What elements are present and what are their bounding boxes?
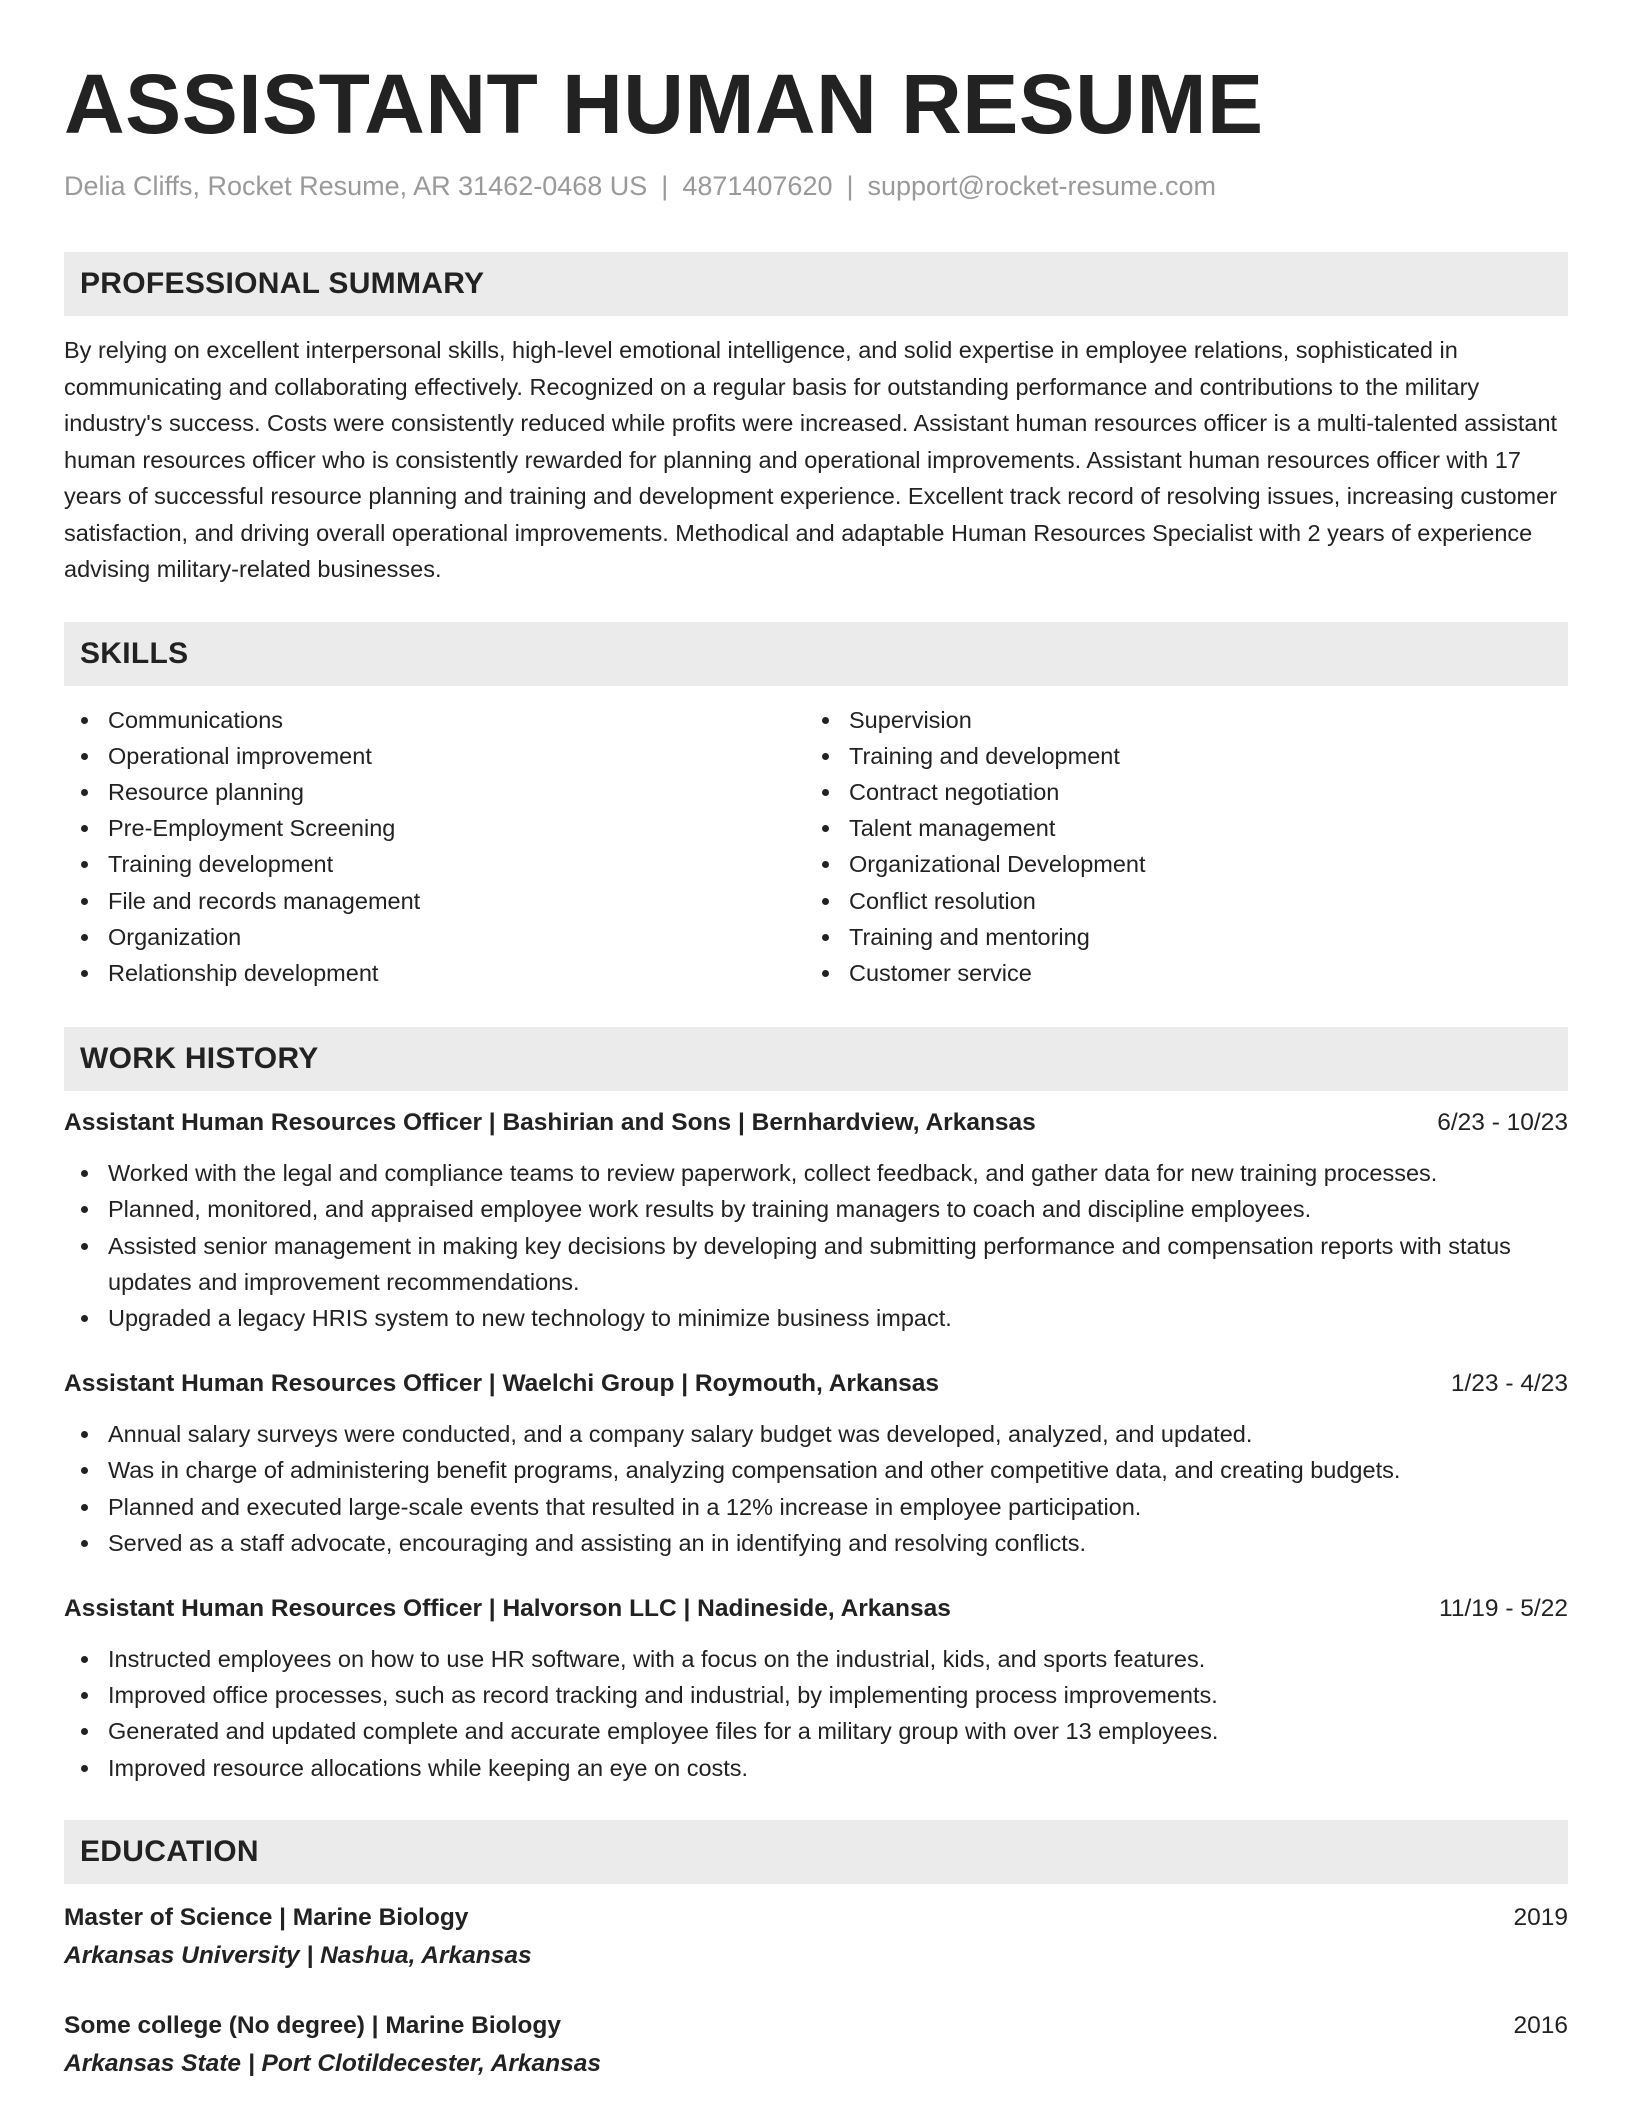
skills-column-right [805,702,1546,992]
skill-item: Training and development [805,738,1546,774]
job-entry [64,1591,1568,1786]
job-bullet: Worked with the legal and compliance teams to review paperwork, collect feedback, and gather data for new training processes. [64,1155,1568,1191]
job-bullet: Instructed employees on how to use HR software, with a focus on the industrial, kids, and sports features. [64,1641,1568,1677]
job-entry [64,1366,1568,1561]
contact-separator: | [846,171,854,201]
skills-heading: SKILLS [64,622,1568,686]
work-section [64,1027,1568,1786]
job-title: Assistant Human Resources Officer | Halvorson LLC | Nadineside, Arkansas [64,1594,951,1622]
education-heading: EDUCATION [64,1820,1568,1884]
resume-name: ASSISTANT HUMAN RESUME [64,57,1264,151]
job-dates: 11/19 - 5/22 [1439,1594,1568,1622]
skill-item: Pre-Employment Screening [64,810,805,846]
job-entry [64,1105,1568,1336]
summary-text: By relying on excellent interpersonal skills, high-level emotional intelligence, and solid expertise in employee relations, sophisticated in communicating and collaborating effectively. Recognized on a regular basis for outstanding performance and contributions to the military industry's success. Costs were consistently reduced while profits were increased. Assistant human resources officer is a multi-talented assistant human resources officer who is consistently rewarded for planning and operational improvements. Assistant human resources officer with 17 years of successful resource planning and training and development experience. Excellent track record of resolving issues, increasing customer satisfaction, and driving overall operational improvements. Methodical and adaptable Human Resources Specialist with 2 years of experience advising military-related businesses. [64,337,1558,582]
job-header [64,1105,1568,1141]
job-bullet: Assisted senior management in making key decisions by developing and submitting performance and compensation reports with status updates and improvement recommendations. [64,1228,1568,1300]
education-entry [64,2008,1568,2082]
job-bullet: Served as a staff advocate, encouraging and assisting an in identifying and resolving conflicts. [64,1525,1568,1561]
skill-item: Conflict resolution [805,883,1546,919]
skill-item: Talent management [805,810,1546,846]
education-degree: Master of Science | Marine Biology [64,1903,469,1931]
work-heading: WORK HISTORY [64,1027,1568,1091]
skill-item: Contract negotiation [805,774,1546,810]
skill-item: Organization [64,919,805,955]
education-header [64,1900,1568,1936]
summary-heading: PROFESSIONAL SUMMARY [64,252,1568,316]
skill-item: Organizational Development [805,846,1546,882]
job-bullet: Generated and updated complete and accurate employee files for a military group with over 13 employees. [64,1713,1568,1749]
education-section [64,1820,1568,2082]
education-school: Arkansas State | Port Clotildecester, Arkansas [64,2049,602,2077]
job-bullet: Planned and executed large-scale events that resulted in a 12% increase in employee participation. [64,1489,1568,1525]
contact-separator: | [661,171,669,201]
skill-item: Supervision [805,702,1546,738]
job-bullet: Improved resource allocations while keeping an eye on costs. [64,1750,1568,1786]
skill-item: Relationship development [64,955,805,991]
education-header [64,2008,1568,2044]
job-bullets [64,1416,1568,1561]
contact-line [64,168,1568,204]
skills-list [64,702,1568,992]
skill-item: Customer service [805,955,1546,991]
skill-item: Communications [64,702,805,738]
job-bullet: Was in charge of administering benefit programs, analyzing compensation and other competitive data, and creating budgets. [64,1452,1568,1488]
job-dates: 6/23 - 10/23 [1437,1109,1568,1137]
education-year: 2019 [1513,1903,1568,1931]
education-school: Arkansas University | Nashua, Arkansas [64,1941,532,1969]
skill-item: Operational improvement [64,738,805,774]
skill-item: Training and mentoring [805,919,1546,955]
summary-section [64,252,1568,588]
job-dates: 1/23 - 4/23 [1450,1370,1568,1398]
contact-address: Delia Cliffs, Rocket Resume, AR 31462-0468 US [64,171,648,201]
job-title: Assistant Human Resources Officer | Waelchi Group | Roymouth, Arkansas [64,1370,940,1398]
contact-email: support@rocket-resume.com [867,171,1217,201]
skill-item: Resource planning [64,774,805,810]
job-title: Assistant Human Resources Officer | Bashirian and Sons | Bernhardview, Arkansas [64,1109,1036,1137]
contact-phone: 4871407620 [682,171,833,201]
skill-item: Training development [64,846,805,882]
job-bullets [64,1155,1568,1336]
job-header [64,1366,1568,1402]
resume-page [64,56,1568,2082]
job-bullets [64,1641,1568,1786]
skills-section [64,622,1568,992]
job-bullet: Improved office processes, such as record tracking and industrial, by implementing process improvements. [64,1677,1568,1713]
job-header [64,1591,1568,1627]
education-year: 2016 [1513,2011,1568,2039]
job-bullet: Planned, monitored, and appraised employee work results by training managers to coach and discipline employees. [64,1191,1568,1227]
job-bullet: Upgraded a legacy HRIS system to new technology to minimize business impact. [64,1300,1568,1336]
skills-column-left [64,702,805,992]
education-degree: Some college (No degree) | Marine Biology [64,2011,561,2039]
skill-item: File and records management [64,883,805,919]
job-bullet: Annual salary surveys were conducted, and a company salary budget was developed, analyzed, and updated. [64,1416,1568,1452]
education-entry [64,1900,1568,1974]
